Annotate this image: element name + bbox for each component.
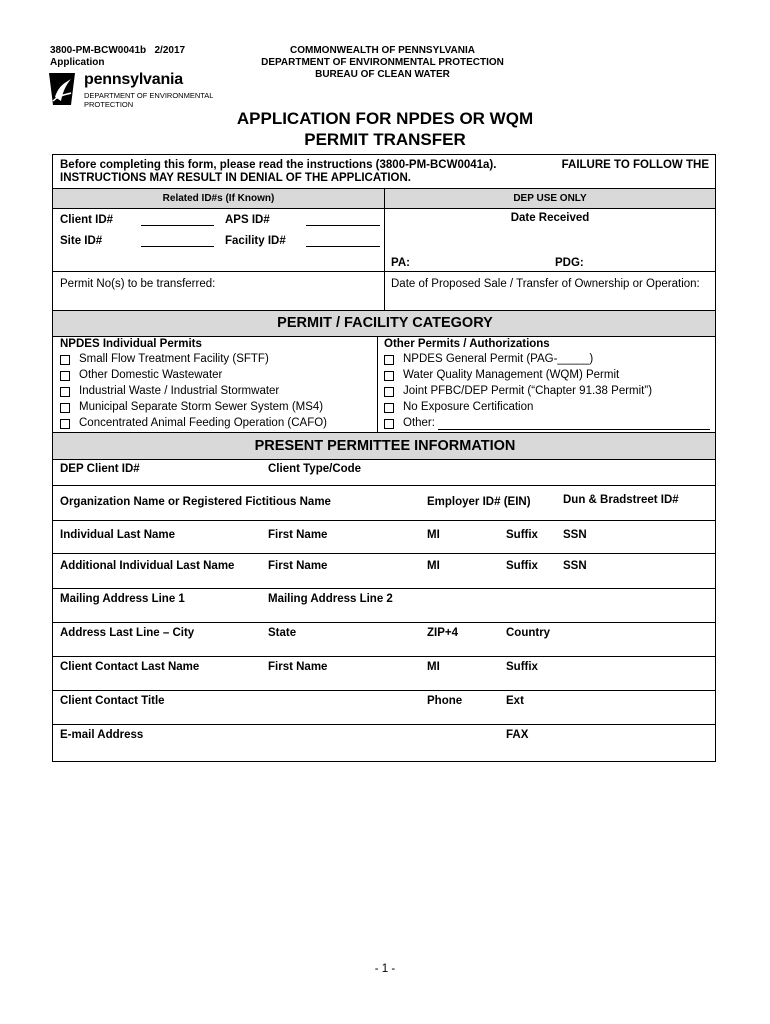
contact-first-name-label: First Name <box>268 661 328 673</box>
contact-suffix-label: Suffix <box>506 661 538 673</box>
form-date: 2/2017 <box>154 45 186 56</box>
logo-dept-line1: DEPARTMENT OF ENVIRONMENTAL <box>84 91 214 100</box>
option-other: Other: <box>403 417 435 429</box>
option-cafo: Concentrated Animal Feeding Operation (CAFO) <box>79 417 328 429</box>
other-permits-header: Other Permits / Authorizations <box>384 338 550 350</box>
additional-last-name-label: Additional Individual Last Name <box>60 560 235 572</box>
contact-title-label: Client Contact Title <box>60 695 165 707</box>
application-form <box>52 154 716 762</box>
agency-line-1: COMMONWEALTH OF PENNSYLVANIA <box>290 45 475 56</box>
logo-dept <box>84 91 213 109</box>
checkbox-industrial[interactable] <box>60 387 70 397</box>
page-title <box>150 108 620 150</box>
client-type-label: Client Type/Code <box>268 463 362 475</box>
ein-label: Employer ID# (EIN) <box>427 496 531 508</box>
duns-label: Dun & Bradstreet ID# <box>563 494 679 506</box>
mailing-address-1-label: Mailing Address Line 1 <box>60 593 185 605</box>
org-name-label: Organization Name or Registered Fictitious Name <box>60 496 331 508</box>
checkbox-other-domestic[interactable] <box>60 371 70 381</box>
category-section-title: PERMIT / FACILITY CATEGORY <box>277 315 493 331</box>
checkbox-wqm[interactable] <box>384 371 394 381</box>
facility-id-label: Facility ID# <box>225 235 286 247</box>
aps-id-field[interactable] <box>306 225 380 226</box>
ext-label: Ext <box>506 695 524 707</box>
additional-first-name-label: First Name <box>268 560 328 572</box>
ssn-label: SSN <box>563 529 587 541</box>
form-type: Application <box>50 57 105 68</box>
mi-label: MI <box>427 529 440 541</box>
checkbox-ms4[interactable] <box>60 403 70 413</box>
logo-brand: pennsylvania <box>84 71 183 88</box>
date-sale-label: Date of Proposed Sale / Transfer of Ownership or Operation: <box>391 278 700 290</box>
email-label: E-mail Address <box>60 729 144 741</box>
dep-client-id-label: DEP Client ID# <box>60 463 140 475</box>
instructions-warning-2: INSTRUCTIONS MAY RESULT IN DENIAL OF THE APPLICATION. <box>60 172 411 184</box>
permittee-section-title: PRESENT PERMITTEE INFORMATION <box>254 438 516 454</box>
contact-last-name-label: Client Contact Last Name <box>60 661 200 673</box>
additional-ssn-label: SSN <box>563 560 587 572</box>
pa-dep-logo <box>47 71 217 111</box>
aps-id-label: APS ID# <box>225 214 270 226</box>
checkbox-cafo[interactable] <box>60 419 70 429</box>
city-label: Address Last Line – City <box>60 627 195 639</box>
option-npdes-general: NPDES General Permit (PAG-_____) <box>403 353 594 365</box>
client-id-field[interactable] <box>141 225 214 226</box>
dep-use-header: DEP USE ONLY <box>513 193 587 204</box>
related-ids-header: Related ID#s (If Known) <box>162 193 275 204</box>
state-label: State <box>268 627 297 639</box>
site-id-label: Site ID# <box>60 235 103 247</box>
country-label: Country <box>506 627 551 639</box>
checkbox-joint-pfbc[interactable] <box>384 387 394 397</box>
phone-label: Phone <box>427 695 463 707</box>
form-number: 3800-PM-BCW0041b <box>50 45 147 56</box>
instructions-text: Before completing this form, please read the instructions (3800-PM-BCW0041a). <box>60 159 497 171</box>
logo-dept-line2: PROTECTION <box>84 100 134 109</box>
suffix-label: Suffix <box>506 529 538 541</box>
option-ms4: Municipal Separate Storm Sewer System (MS4) <box>79 401 324 413</box>
individual-last-name-label: Individual Last Name <box>60 529 176 541</box>
agency-line-3: BUREAU OF CLEAN WATER <box>315 69 450 80</box>
option-joint-pfbc: Joint PFBC/DEP Permit (“Chapter 91.38 Permit”) <box>403 385 653 397</box>
form-number-line <box>50 45 185 57</box>
additional-suffix-label: Suffix <box>506 560 538 572</box>
first-name-label: First Name <box>268 529 328 541</box>
option-sftf: Small Flow Treatment Facility (SFTF) <box>79 353 269 365</box>
checkbox-no-exposure[interactable] <box>384 403 394 413</box>
agency-line-2: DEPARTMENT OF ENVIRONMENTAL PROTECTION <box>261 57 504 68</box>
keystone-logo-icon <box>47 71 77 107</box>
site-id-field[interactable] <box>141 246 214 247</box>
facility-id-field[interactable] <box>306 246 380 247</box>
other-permit-field[interactable] <box>438 429 710 430</box>
client-id-label: Client ID# <box>60 214 114 226</box>
instructions-warning: FAILURE TO FOLLOW THE <box>561 159 709 171</box>
option-other-domestic: Other Domestic Wastewater <box>79 369 223 381</box>
additional-mi-label: MI <box>427 560 440 572</box>
fax-label: FAX <box>506 729 529 741</box>
pa-label: PA: <box>391 257 410 269</box>
permit-nos-label: Permit No(s) to be transferred: <box>60 278 216 290</box>
pdg-label: PDG: <box>555 257 584 269</box>
page-number: - 1 - <box>374 963 396 975</box>
title-line-2: PERMIT TRANSFER <box>304 130 466 149</box>
npdes-individual-header: NPDES Individual Permits <box>60 338 202 350</box>
checkbox-other[interactable] <box>384 419 394 429</box>
title-line-1: APPLICATION FOR NPDES OR WQM <box>236 109 534 128</box>
agency-header <box>200 45 565 81</box>
option-wqm: Water Quality Management (WQM) Permit <box>403 369 620 381</box>
zip-label: ZIP+4 <box>427 627 459 639</box>
mailing-address-2-label: Mailing Address Line 2 <box>268 593 393 605</box>
form-id-block <box>50 45 185 69</box>
contact-mi-label: MI <box>427 661 440 673</box>
date-received-label: Date Received <box>510 212 590 224</box>
checkbox-sftf[interactable] <box>60 355 70 365</box>
checkbox-npdes-general[interactable] <box>384 355 394 365</box>
option-industrial: Industrial Waste / Industrial Stormwater <box>79 385 280 397</box>
option-no-exposure: No Exposure Certification <box>403 401 534 413</box>
